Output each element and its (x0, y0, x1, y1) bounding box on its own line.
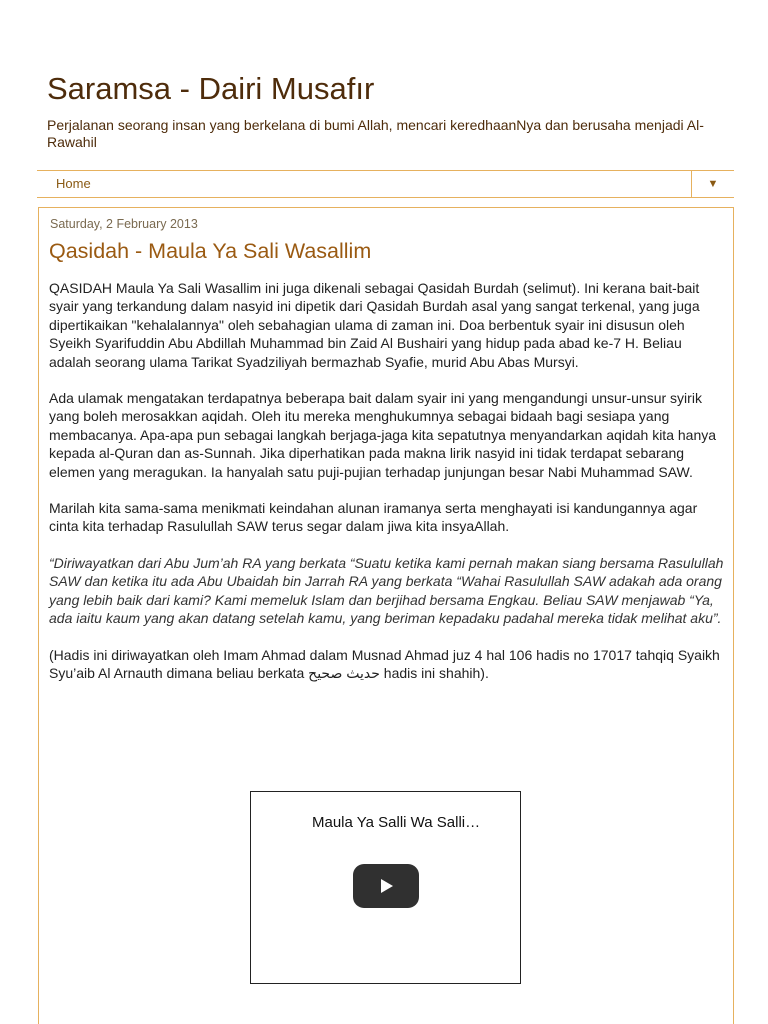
post-paragraph: (Hadis ini diriwayatkan oleh Imam Ahmad dalam Musnad Ahmad juz 4 hal 106 hadis no 17017 tahqiq Syaikh Syu’aib Al Arnauth dimana beliau berkata حديث صحيح hadis ini shahih). (49, 646, 720, 681)
post-paragraph: QASIDAH Maula Ya Sali Wasallim ini juga dikenali sebagai Qasidah Burdah (selimut). Ini kerana bait-bait syair yang terkandung dalam nasyid ini dipetik dari Qasidah Burdah asal yang sangat terkenal, yang juga dipertikaikan "kehalalannya" oleh sebahagian ulama di zaman ini. Doa berbentuk syair ini disusun oleh Syeikh Syarifuddin Abu Abdillah Muhammad bin Zaid Al Bushairi yang hidup pada abad ke-7 H. Beliau adalah seorang ulama Tarikat Syadziliyah bermazhab Syafie, murid Abu Abas Mursyi. (49, 280, 700, 370)
play-icon (376, 876, 396, 896)
post-title[interactable]: Qasidah - Maula Ya Sali Wasallim (49, 239, 372, 263)
page-nav (37, 170, 734, 198)
nav-home-link[interactable]: Home (56, 176, 91, 191)
blog-description: Perjalanan seorang insan yang berkelana di bumi Allah, mencari keredhaanNya dan berusaha menjadi Al-Rawahil (47, 117, 704, 150)
nav-menu-toggle[interactable] (691, 170, 734, 198)
post-quote: “Diriwayatkan dari Abu Jum’ah RA yang berkata “Suatu ketika kami pernah makan siang bersama Rasulullah SAW dan ketika itu ada Abu Ubaidah bin Jarrah RA yang berkata “Wahai Rasulullah SAW adakah ada orang yang lebih baik dari kami? Kami memeluk Islam dan berjihad bersama Engkau. Beliau SAW menjawab “Ya, ada iaitu kaum yang akan datang setelah kamu, yang beriman kepadaku padahal mereka tidak melihat aku”. (49, 554, 724, 627)
post-paragraph: Ada ulamak mengatakan terdapatnya beberapa bait dalam syair ini yang mengandungi unsur-unsur syirik yang boleh merosakkan aqidah. Oleh itu mereka menghukumnya sebagai bidaah bagi sesiapa yang membacanya. Apa-apa pun sebagai langkah berjaga-jaga kita sepatutnya menyandarkan aqidah kita hanya kepada al-Quran dan as-Sunnah. Jika diperhatikan pada makna lirik nasyid ini tidak terdapat sebarang elemen yang meragukan. Ia hanyalah satu puji-pujian terhadap junjungan besar Nabi Muhammad SAW. (49, 390, 717, 480)
post-body (49, 279, 725, 700)
chevron-down-icon: ▼ (707, 178, 719, 190)
post-container (38, 207, 734, 1024)
blog-title[interactable]: Saramsa - Dairi Musafır (47, 71, 375, 106)
post-paragraph: Marilah kita sama-sama menikmati keindahan alunan iramanya serta menghayati isi kandungannya agar cinta kita terhadap Rasulullah SAW terus segar dalam jiwa kita insyaAllah. (49, 500, 698, 535)
embedded-video[interactable] (250, 791, 521, 984)
video-play-button[interactable] (353, 864, 419, 908)
video-title[interactable]: Maula Ya Salli Wa Salli… (312, 814, 481, 831)
post-date: Saturday, 2 February 2013 (50, 217, 198, 231)
